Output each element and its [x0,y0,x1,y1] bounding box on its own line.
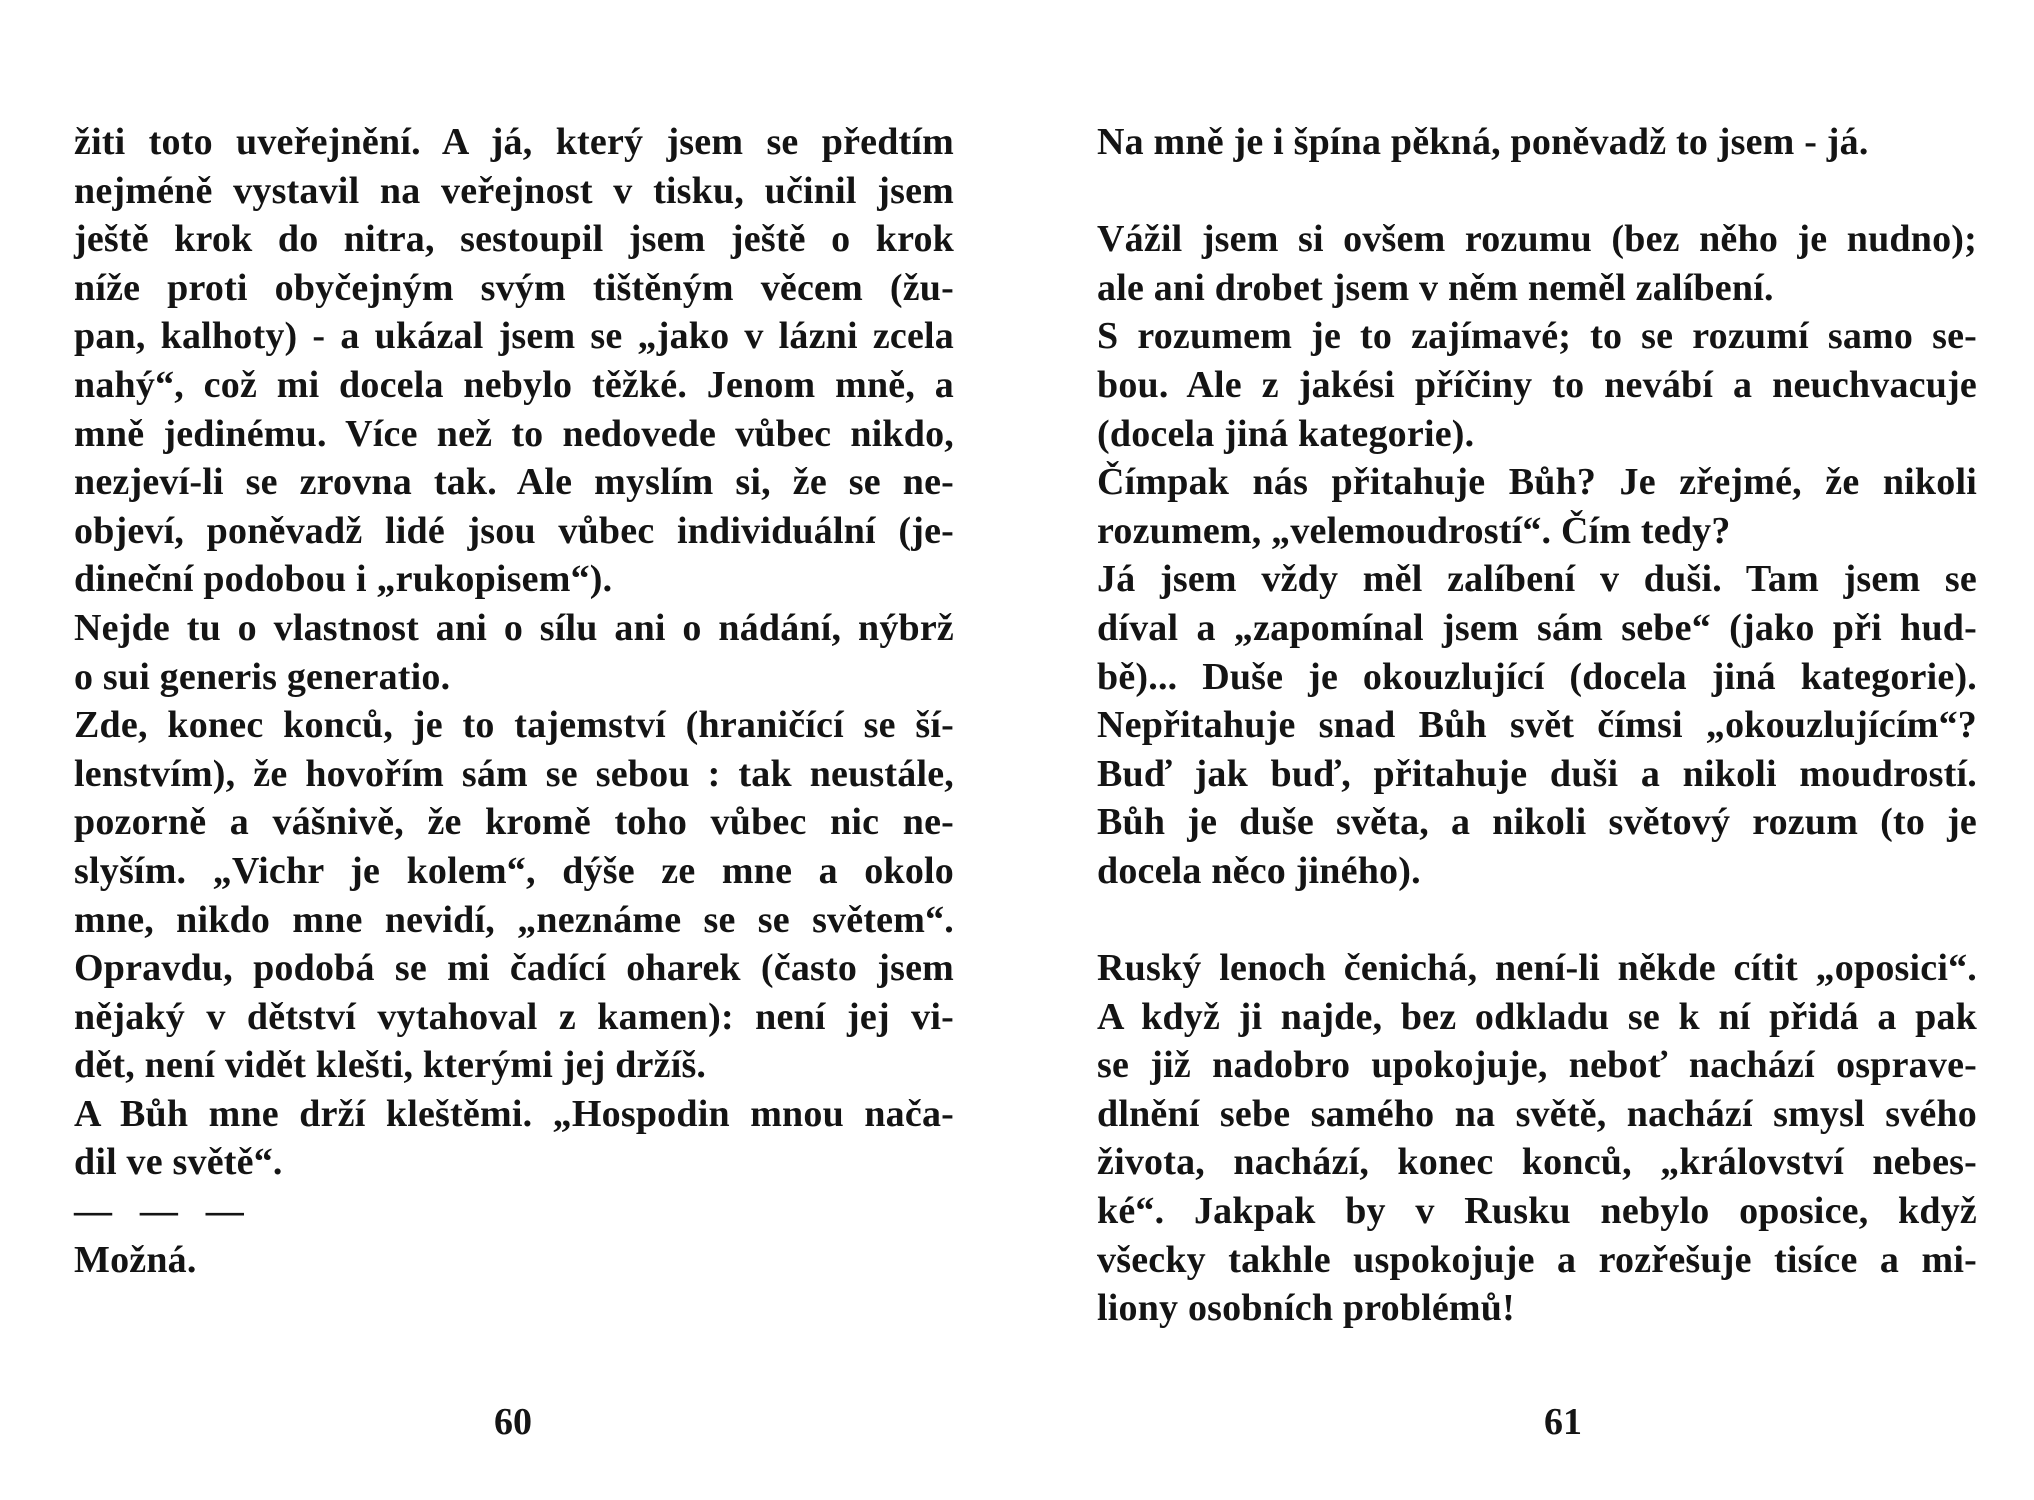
text-line: žiti toto uveřejnění. A já, který jsem se předtím [74,121,954,163]
text-line: se již nadobro upokojuje, neboť nachází osprave- [1097,1044,1977,1087]
text-line: Nejde tu o vlastnost ani o sílu ani o nádání, nýbrž [74,606,954,649]
text-line: dil ve světě“. [74,1141,283,1184]
section-separator: — — — [74,1190,244,1233]
text-line: o sui generis generatio. [74,655,451,698]
text-line: A Bůh mne drží kleštěmi. „Hospodin mnou nača- [74,1092,954,1135]
text-line: dlnění sebe samého na světě, nachází smysl svého [1097,1092,1977,1135]
text-line: dět, není vidět klešti, kterými jej držíš. [74,1044,707,1087]
text-line: ké“. Jakpak by v Rusku nebylo oposice, když [1097,1190,1977,1233]
text-line: liony osobních problémů! [1097,1287,1515,1330]
text-line: objeví, poněvadž lidé jsou vůbec individuální (je- [74,509,954,552]
closing-line: Možná. [74,1238,197,1281]
paragraph-gap [1097,896,1977,945]
text-line: bě)... Duše je okouzlující (docela jiná kategorie). [1097,655,1977,698]
text-line: lenstvím), že hovořím sám se sebou : tak neustále, [74,752,954,795]
text-line: pan, kalhoty) - a ukázal jsem se „jako v lázni zcela [74,315,954,358]
left-page-text [74,118,954,1284]
text-line: S rozumem je to zajímavé; to se rozumí samo se- [1097,315,1977,358]
text-line: ještě krok do nitra, sestoupil jsem ještě o krok [74,218,954,261]
paragraph-gap [1097,167,1977,216]
text-line: Buď jak buď, přitahuje duši a nikoli moudrostí. [1097,752,1977,795]
text-line: docela něco jiného). [1097,849,1421,892]
text-line: všecky takhle uspokojuje a rozřešuje tisíce a mi- [1097,1238,1977,1281]
text-line: slyším. „Vichr je kolem“, dýše ze mne a okolo [74,849,954,892]
text-line: ale ani drobet jsem v něm neměl zalíbení. [1097,266,1774,309]
right-page [1017,0,2034,1500]
page-number-left: 60 [494,1401,532,1443]
text-line: nejméně vystavil na veřejnost v tisku, učinil jsem [74,169,954,212]
text-line: Opravdu, podobá se mi čadící oharek (často jsem [74,947,954,990]
text-line: mně jedinému. Více než to nedovede vůbec nikdo, [74,412,954,455]
text-line: (docela jiná kategorie). [1097,412,1475,455]
text-line: života, nachází, konec konců, „království nebes- [1097,1141,1977,1184]
text-line: Na mně je i špína pěkná, poněvadž to jsem - já. [1097,121,1869,163]
right-page-text [1097,118,1977,1333]
text-line: pozorně a vášnivě, že kromě toho vůbec nic ne- [74,801,954,844]
text-line: dineční podobou i „rukopisem“). [74,558,613,601]
page-number-right: 61 [1544,1401,1582,1443]
text-line: mne, nikdo mne nevidí, „neznáme se se světem“. [74,898,954,941]
text-line: Zde, konec konců, je to tajemství (hraničící se ší- [74,704,954,747]
text-line: bou. Ale z jakési příčiny to nevábí a neuchvacuje [1097,363,1977,406]
text-line: níže proti obyčejným svým tištěným věcem (žu- [74,266,954,309]
text-line: Ruský lenoch čenichá, není-li někde cítit „oposici“. [1097,947,1977,990]
text-line: nějaký v dětství vytahoval z kamen): není jej vi- [74,995,954,1038]
text-line: rozumem, „velemoudrostí“. Čím tedy? [1097,509,1731,552]
text-line: nezjeví-li se zrovna tak. Ale myslím si, že se ne- [74,461,954,504]
text-line: nahý“, což mi docela nebylo těžké. Jenom mně, a [74,363,954,406]
text-line: díval a „zapomínal jsem sám sebe“ (jako při hud- [1097,606,1977,649]
text-line: Nepřitahuje snad Bůh svět čímsi „okouzlujícím“? [1097,704,1977,747]
text-line: Bůh je duše světa, a nikoli světový rozum (to je [1097,801,1977,844]
text-line: Já jsem vždy měl zalíbení v duši. Tam jsem se [1097,558,1977,601]
text-line: A když ji najde, bez odkladu se k ní přidá a pak [1097,995,1977,1038]
text-line: Čímpak nás přitahuje Bůh? Je zřejmé, že nikoli [1097,461,1977,504]
text-line: Vážil jsem si ovšem rozumu (bez něho je nudno); [1097,218,1977,261]
